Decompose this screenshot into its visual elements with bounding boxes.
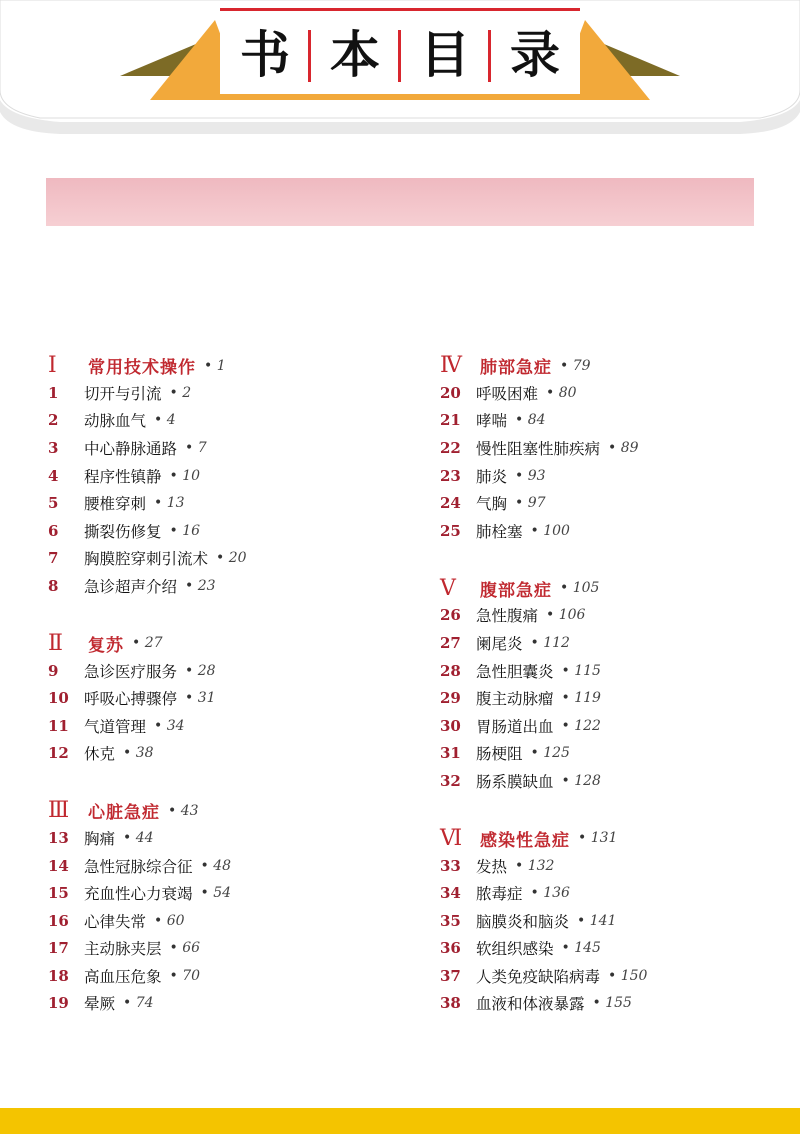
chapter-page-number: • 54 (201, 885, 232, 901)
toc-left-column (48, 352, 388, 1017)
toc-entry[interactable] (440, 684, 760, 712)
toc-entry[interactable] (440, 434, 760, 462)
section-roman-numeral: Ⅱ (48, 630, 63, 656)
chapter-number: 11 (48, 716, 69, 735)
chapter-page-number: • 84 (515, 412, 546, 428)
chapter-page-number: • 100 (531, 523, 570, 539)
chapter-number: 20 (440, 383, 461, 402)
chapter-title: 发热 (476, 857, 508, 876)
toc-entry[interactable] (48, 935, 388, 963)
chapter-title: 急性胆囊炎 (476, 662, 554, 681)
chapter-page-number: • 115 (562, 663, 601, 679)
chapter-page-number: • 13 (154, 495, 185, 511)
chapter-title: 腰椎穿刺 (84, 495, 147, 514)
chapter-page-number: • 2 (170, 385, 192, 401)
toc-entry[interactable] (48, 879, 388, 907)
chapter-title: 充血性心力衰竭 (84, 885, 193, 904)
chapter-page-number: • 7 (185, 440, 207, 456)
chapter-page-number: • 38 (123, 745, 154, 761)
chapter-page-number: • 122 (562, 718, 601, 734)
toc-entry[interactable] (440, 907, 760, 935)
section-gap (440, 795, 760, 825)
chapter-number: 24 (440, 494, 461, 513)
toc-section-heading[interactable] (440, 352, 760, 379)
chapter-number: 17 (48, 939, 69, 958)
section-gap (48, 767, 388, 797)
chapter-page-number: • 34 (154, 718, 185, 734)
toc-entry[interactable] (48, 462, 388, 490)
toc-entry[interactable] (48, 852, 388, 880)
toc-entry[interactable] (48, 379, 388, 407)
chapter-title: 主动脉夹层 (84, 940, 162, 959)
chapter-page-number: • 150 (608, 968, 647, 984)
chapter-number: 19 (48, 994, 69, 1013)
chapter-page-number: • 74 (123, 995, 154, 1011)
chapter-page-number: • 16 (170, 523, 201, 539)
toc-entry[interactable] (48, 990, 388, 1018)
section-roman-numeral: Ⅵ (440, 825, 463, 851)
chapter-title: 人类免疫缺陷病毒 (476, 967, 601, 986)
toc-entry[interactable] (440, 629, 760, 657)
toc-entry[interactable] (440, 962, 760, 990)
toc-entry[interactable] (48, 712, 388, 740)
chapter-title: 慢性阻塞性肺疾病 (476, 439, 601, 458)
chapter-title: 撕裂伤修复 (84, 522, 162, 541)
chapter-title: 晕厥 (84, 995, 116, 1014)
chapter-page-number: • 66 (170, 940, 201, 956)
chapter-page-number: • 141 (577, 913, 616, 929)
chapter-title: 动脉血气 (84, 412, 147, 431)
toc-entry[interactable] (440, 489, 760, 517)
section-page-number: • 43 (168, 803, 199, 819)
chapter-title: 气胸 (476, 495, 508, 514)
section-title: 常用技术操作 (88, 358, 196, 378)
chapter-page-number: • 155 (593, 995, 632, 1011)
section-title: 肺部急症 (480, 358, 552, 378)
toc-entry[interactable] (48, 517, 388, 545)
chapter-title: 胸膜腔穿刺引流术 (84, 550, 209, 569)
chapter-number: 38 (440, 994, 461, 1013)
title-char-2: 本 (330, 26, 380, 84)
chapter-page-number: • 112 (531, 635, 570, 651)
toc-entry[interactable] (48, 684, 388, 712)
chapter-page-number: • 80 (546, 385, 577, 401)
chapter-number: 18 (48, 966, 69, 985)
section-roman-numeral: Ⅳ (440, 353, 462, 378)
chapter-number: 36 (440, 939, 461, 958)
chapter-number: 27 (440, 633, 461, 652)
section-gap (440, 545, 760, 575)
section-title: 腹部急症 (480, 580, 552, 601)
chapter-number: 14 (48, 856, 69, 875)
chapter-page-number: • 60 (154, 913, 185, 929)
toc-entry[interactable] (440, 767, 760, 795)
section-page-number: • 27 (132, 635, 163, 651)
chapter-title: 心律失常 (84, 912, 147, 931)
chapter-number: 37 (440, 966, 461, 985)
chapter-title: 血液和体液暴露 (476, 995, 585, 1014)
chapter-number: 32 (440, 771, 461, 790)
chapter-page-number: • 10 (170, 468, 201, 484)
chapter-number: 28 (440, 661, 461, 680)
chapter-title: 肠梗阻 (476, 745, 523, 764)
chapter-number: 34 (440, 884, 461, 903)
toc-section-heading[interactable] (48, 630, 388, 657)
chapter-page-number: • 89 (608, 440, 639, 456)
chapter-number: 1 (48, 383, 59, 402)
chapter-title: 脑膜炎和脑炎 (476, 912, 570, 931)
toc-entry[interactable] (440, 657, 760, 685)
toc-entry[interactable] (440, 407, 760, 435)
toc-entry[interactable] (48, 657, 388, 685)
chapter-page-number: • 4 (154, 412, 176, 428)
chapter-number: 8 (48, 576, 59, 595)
section-roman-numeral: Ⅲ (48, 798, 70, 824)
chapter-page-number: • 20 (216, 550, 247, 566)
decorative-pink-band (46, 178, 754, 226)
toc-entry[interactable] (48, 824, 388, 852)
chapter-title: 休克 (84, 745, 116, 764)
chapter-title: 胸痛 (84, 829, 116, 848)
toc-entry[interactable] (48, 434, 388, 462)
chapter-page-number: • 145 (562, 940, 601, 956)
chapter-page-number: • 106 (546, 607, 585, 623)
toc-entry[interactable] (440, 935, 760, 963)
chapter-number: 25 (440, 521, 461, 540)
bottom-stripe (0, 1108, 800, 1134)
chapter-title: 脓毒症 (476, 885, 523, 904)
chapter-title: 急诊医疗服务 (84, 662, 178, 681)
chapter-page-number: • 44 (123, 830, 154, 846)
chapter-number: 16 (48, 911, 69, 930)
chapter-number: 22 (440, 438, 461, 457)
chapter-number: 2 (48, 411, 59, 430)
chapter-number: 31 (440, 744, 461, 763)
chapter-number: 7 (48, 549, 59, 568)
chapter-title: 气道管理 (84, 717, 147, 736)
section-gap (48, 600, 388, 630)
section-title: 心脏急症 (88, 803, 160, 824)
chapter-page-number: • 23 (185, 578, 216, 594)
title-char-3: 目 (420, 26, 470, 84)
chapter-number: 12 (48, 744, 69, 763)
chapter-title: 呼吸心搏骤停 (84, 690, 178, 709)
toc-entry[interactable] (440, 517, 760, 545)
toc-entry[interactable] (440, 879, 760, 907)
section-page-number: • 79 (560, 358, 591, 374)
toc-entry[interactable] (440, 852, 760, 880)
chapter-page-number: • 125 (531, 745, 570, 761)
toc-section-heading[interactable] (440, 825, 760, 852)
chapter-number: 21 (440, 411, 461, 430)
chapter-number: 3 (48, 438, 59, 457)
section-roman-numeral: Ⅰ (48, 353, 57, 378)
chapter-number: 35 (440, 911, 461, 930)
chapter-page-number: • 48 (201, 858, 232, 874)
chapter-number: 10 (48, 689, 69, 708)
chapter-page-number: • 28 (185, 663, 216, 679)
section-title: 复苏 (88, 635, 124, 656)
page-title (220, 14, 580, 96)
section-page-number: • 1 (204, 358, 226, 374)
toc-right-column (440, 352, 760, 1017)
chapter-title: 软组织感染 (476, 940, 554, 959)
toc-entry[interactable] (440, 462, 760, 490)
chapter-number: 30 (440, 716, 461, 735)
chapter-title: 急诊超声介绍 (84, 577, 178, 596)
chapter-title: 高血压危象 (84, 967, 162, 986)
toc-section-heading[interactable] (48, 352, 388, 379)
toc-section-heading[interactable] (48, 797, 388, 824)
section-page-number: • 105 (560, 580, 599, 596)
toc-entry[interactable] (48, 572, 388, 600)
chapter-title: 急性冠脉综合征 (84, 857, 193, 876)
section-page-number: • 131 (578, 830, 617, 846)
chapter-number: 23 (440, 466, 461, 485)
chapter-title: 肺栓塞 (476, 522, 523, 541)
chapter-title: 呼吸困难 (476, 384, 539, 403)
toc-section-heading[interactable] (440, 575, 760, 602)
chapter-number: 33 (440, 856, 461, 875)
toc-entry[interactable] (48, 545, 388, 573)
toc-entry[interactable] (48, 907, 388, 935)
chapter-page-number: • 119 (562, 690, 601, 706)
chapter-number: 6 (48, 521, 59, 540)
chapter-title: 急性腹痛 (476, 607, 539, 626)
chapter-number: 29 (440, 689, 461, 708)
chapter-title: 中心静脉通路 (84, 439, 178, 458)
chapter-page-number: • 128 (562, 773, 601, 789)
chapter-number: 9 (48, 661, 59, 680)
toc-entry[interactable] (440, 602, 760, 630)
toc-entry[interactable] (440, 740, 760, 768)
chapter-number: 5 (48, 494, 59, 513)
chapter-number: 4 (48, 466, 59, 485)
toc-entry[interactable] (48, 740, 388, 768)
title-char-4: 录 (510, 26, 560, 84)
toc-entry[interactable] (48, 407, 388, 435)
toc-entry[interactable] (440, 379, 760, 407)
chapter-page-number: • 132 (515, 858, 554, 874)
toc-entry[interactable] (48, 489, 388, 517)
chapter-title: 肠系膜缺血 (476, 772, 554, 791)
chapter-title: 胃肠道出血 (476, 717, 554, 736)
header-banner (0, 0, 800, 140)
chapter-page-number: • 97 (515, 495, 546, 511)
chapter-title: 切开与引流 (84, 384, 162, 403)
chapter-number: 13 (48, 828, 69, 847)
chapter-number: 26 (440, 606, 461, 625)
toc-entry[interactable] (440, 990, 760, 1018)
chapter-title: 腹主动脉瘤 (476, 690, 554, 709)
chapter-title: 肺炎 (476, 467, 508, 486)
title-char-1: 书 (240, 26, 290, 84)
chapter-number: 15 (48, 884, 69, 903)
chapter-page-number: • 31 (185, 690, 216, 706)
toc-entry[interactable] (440, 712, 760, 740)
chapter-title: 程序性镇静 (84, 467, 162, 486)
section-title: 感染性急症 (480, 830, 570, 851)
section-roman-numeral: Ⅴ (440, 575, 456, 601)
chapter-title: 阑尾炎 (476, 634, 523, 653)
chapter-page-number: • 70 (170, 968, 201, 984)
toc-entry[interactable] (48, 962, 388, 990)
chapter-page-number: • 93 (515, 468, 546, 484)
chapter-title: 哮喘 (476, 412, 508, 431)
chapter-page-number: • 136 (531, 885, 570, 901)
